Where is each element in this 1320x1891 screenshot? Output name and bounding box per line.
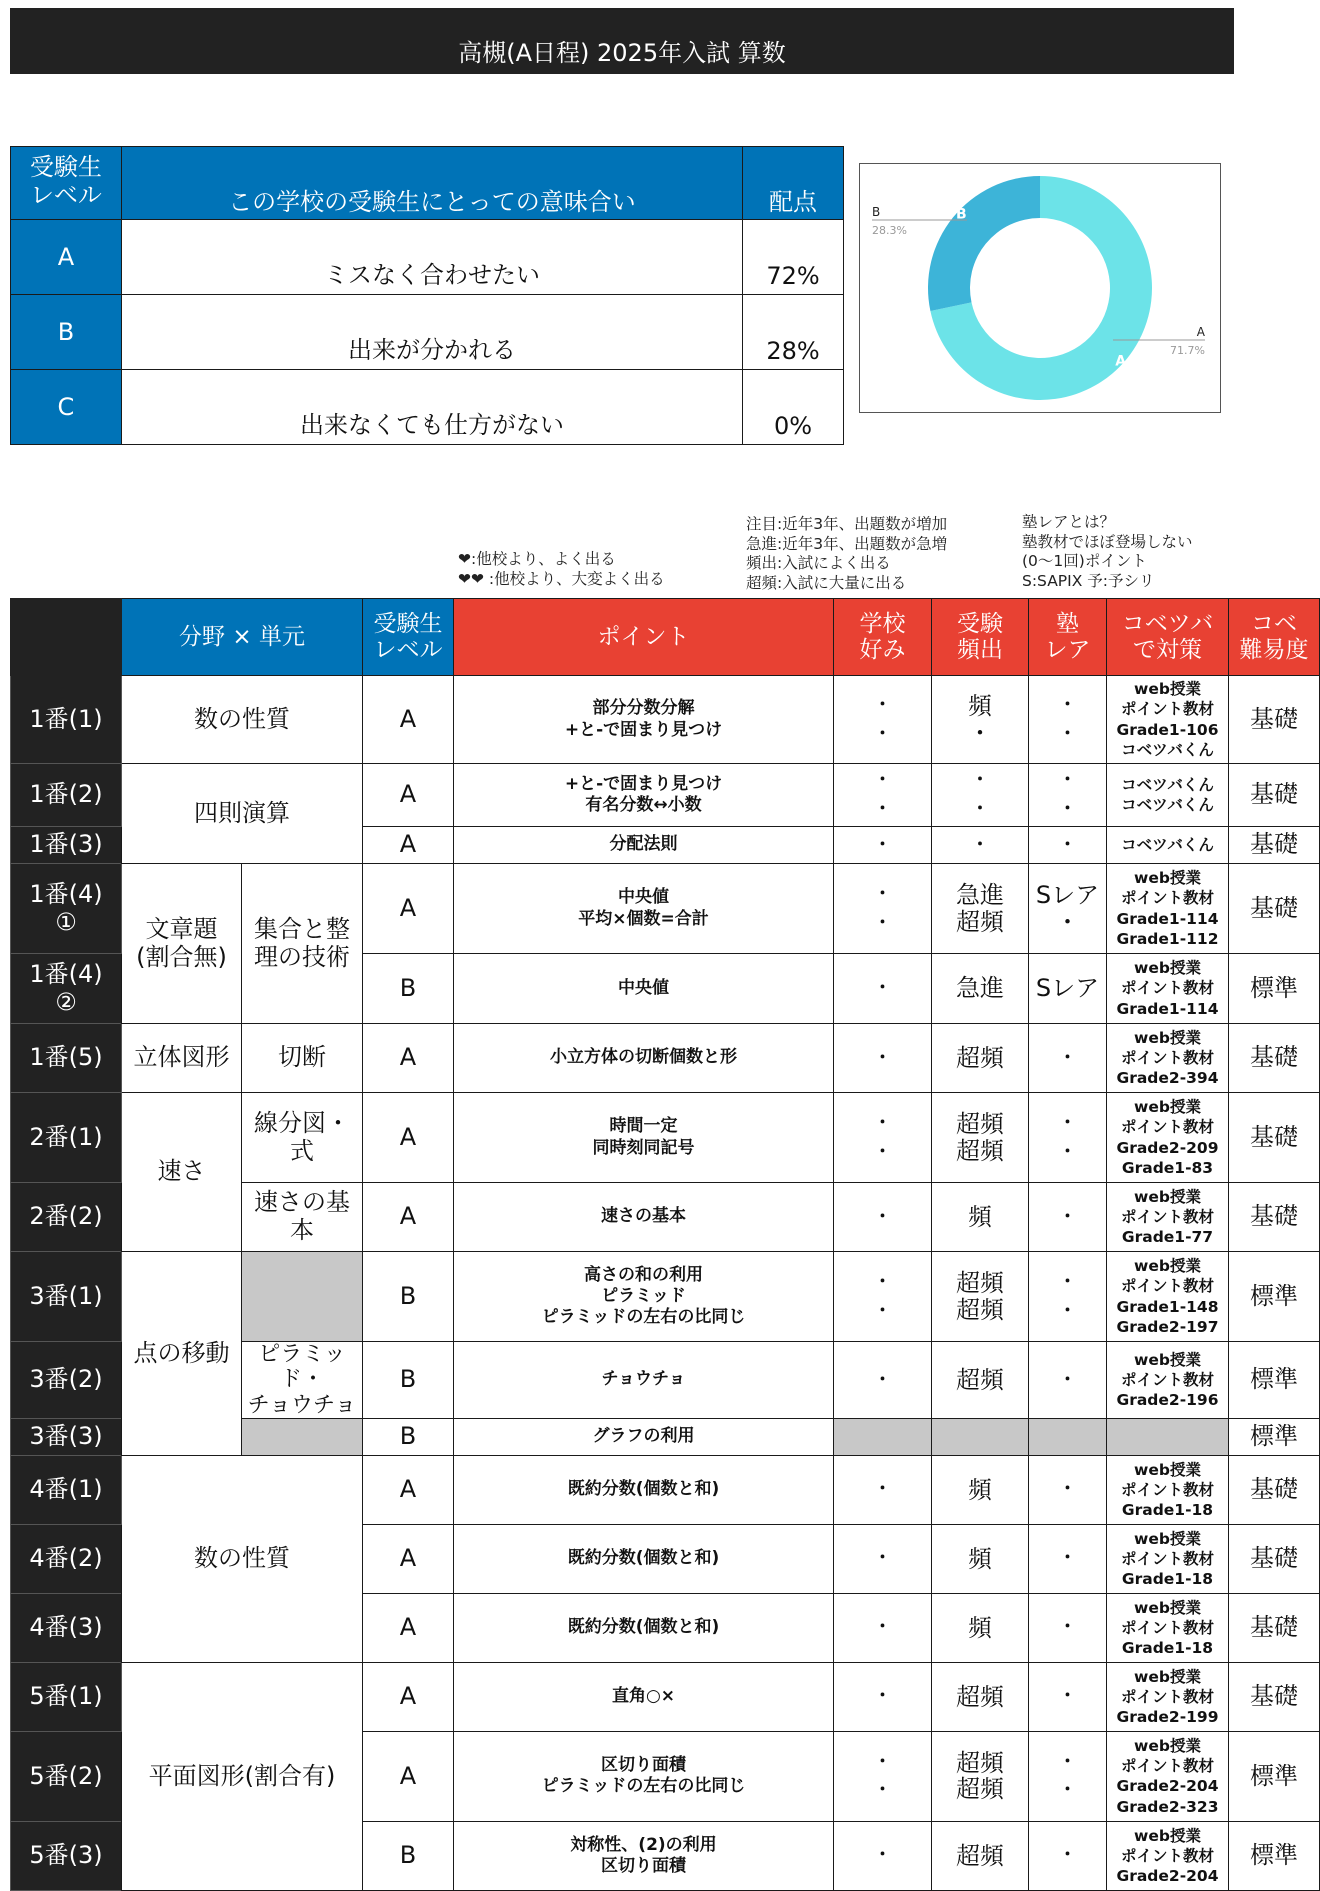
point-cell: 中央値 (454, 954, 834, 1024)
question-number: 4番(1) (11, 1455, 122, 1524)
difficulty-cell: 標準 (1229, 1731, 1320, 1821)
header-frequency: 受験 頻出 (932, 599, 1029, 676)
level-cell: A (363, 864, 454, 954)
question-number: 3番(1) (11, 1252, 122, 1342)
level-cell: A (363, 676, 454, 764)
point-cell: 小立方体の切断個数と形 (454, 1024, 834, 1093)
point-cell: 時間一定 同時刻同記号 (454, 1093, 834, 1183)
unit-cell-empty (242, 1418, 363, 1455)
table-row (11, 1662, 1320, 1731)
point-cell: 部分分数分解 +と-で固まり見つけ (454, 676, 834, 764)
frequency-cell: 超頻 (932, 1662, 1029, 1731)
outer-value-a: 71.7% (1170, 344, 1205, 357)
frequency-cell: 超頻 (932, 1342, 1029, 1419)
difficulty-cell: 基礎 (1229, 1524, 1320, 1593)
legend-line: (0～1回)ポイント (1022, 552, 1147, 570)
table-row (11, 1093, 1320, 1183)
header-field: 分野 × 単元 (122, 599, 363, 676)
header-covetsuba: コベツバ で対策 (1107, 599, 1229, 676)
question-number: 3番(3) (11, 1418, 122, 1455)
preference-cell: ・ (834, 1821, 932, 1890)
field-cell: 平面図形(割合有) (122, 1662, 363, 1890)
preference-cell: ・ (834, 1342, 932, 1419)
level-cell: B (363, 954, 454, 1024)
difficulty-cell: 基礎 (1229, 1662, 1320, 1731)
donut-slice-b (928, 176, 1040, 311)
frequency-cell: 頻 (932, 1183, 1029, 1252)
covetsuba-cell: web授業 ポイント教材 Grade2-199 (1107, 1662, 1229, 1731)
covetsuba-cell: web授業 ポイント教材 Grade1-18 (1107, 1524, 1229, 1593)
rare-cell: ・ (1029, 1024, 1107, 1093)
question-number: 5番(1) (11, 1662, 122, 1731)
difficulty-cell: 標準 (1229, 954, 1320, 1024)
covetsuba-cell: web授業 ポイント教材 Grade1-77 (1107, 1183, 1229, 1252)
header-point: ポイント (454, 599, 834, 676)
question-number: 1番(4) ① (11, 864, 122, 954)
donut-svg (860, 164, 1220, 412)
outer-label-b: B (872, 205, 881, 219)
level-score: 72% (743, 220, 844, 295)
question-number: 1番(3) (11, 827, 122, 864)
frequency-cell: 頻 (932, 1593, 1029, 1662)
preference-cell: ・ ・ (834, 764, 932, 827)
legend-line: ❤❤ :他校より、大変よく出る (458, 569, 665, 588)
covetsuba-cell: web授業 ポイント教材 Grade1-148 Grade2-197 (1107, 1252, 1229, 1342)
frequency-cell: 急進 (932, 954, 1029, 1024)
difficulty-cell: 標準 (1229, 1418, 1320, 1455)
frequency-cell: 頻 ・ (932, 676, 1029, 764)
frequency-cell: 頻 (932, 1455, 1029, 1524)
header-level: 受験生 レベル (363, 599, 454, 676)
rare-legend (1022, 513, 1193, 591)
question-table (10, 598, 1320, 1891)
unit-cell: 線分図・ 式 (242, 1093, 363, 1183)
level-cell: A (363, 1593, 454, 1662)
covetsuba-cell: web授業 ポイント教材 Grade1-114 Grade1-112 (1107, 864, 1229, 954)
question-number: 1番(1) (11, 676, 122, 764)
legend-line: S:SAPIX 予:予シリ (1022, 571, 1155, 590)
point-cell: 高さの和の利用 ピラミッド ピラミッドの左右の比同じ (454, 1252, 834, 1342)
preference-cell: ・ (834, 1183, 932, 1252)
field-cell: 四則演算 (122, 764, 363, 864)
rare-cell: ・ (1029, 1524, 1107, 1593)
level-label: A (11, 220, 122, 295)
covetsuba-cell: web授業 ポイント教材 Grade2-196 (1107, 1342, 1229, 1419)
point-cell: 分配法則 (454, 827, 834, 864)
difficulty-cell: 基礎 (1229, 1593, 1320, 1662)
difficulty-cell: 基礎 (1229, 1093, 1320, 1183)
level-score: 28% (743, 295, 844, 370)
table-row (11, 1024, 1320, 1093)
title-bar (10, 8, 1234, 74)
level-cell: A (363, 1024, 454, 1093)
frequency-cell: 超頻 超頻 (932, 1093, 1029, 1183)
header-blank (11, 599, 122, 676)
point-cell: 速さの基本 (454, 1183, 834, 1252)
page-title: 高槻(A日程) 2025年入試 算数 (458, 39, 786, 67)
level-row (11, 220, 844, 295)
point-cell: 既約分数(個数と和) (454, 1524, 834, 1593)
level-meaning: 出来なくても仕方がない (121, 370, 742, 445)
level-cell: A (363, 1731, 454, 1821)
rare-cell: ・ ・ (1029, 676, 1107, 764)
frequency-cell: ・ ・ (932, 764, 1029, 827)
level-cell: A (363, 1093, 454, 1183)
preference-cell: ・ ・ (834, 1093, 932, 1183)
unit-cell: 速さの基 本 (242, 1183, 363, 1252)
question-number: 1番(5) (11, 1024, 122, 1093)
legend-line: 頻出:入試によく出る (746, 554, 891, 572)
rare-cell: Sレア (1029, 954, 1107, 1024)
level-label: C (11, 370, 122, 445)
level-cell: B (363, 1342, 454, 1419)
point-cell: 既約分数(個数と和) (454, 1593, 834, 1662)
rare-cell-empty (1029, 1418, 1107, 1455)
difficulty-cell: 標準 (1229, 1821, 1320, 1890)
frequency-cell: 急進 超頻 (932, 864, 1029, 954)
field-cell: 点の移動 (122, 1252, 242, 1456)
rare-cell: ・ (1029, 1662, 1107, 1731)
slice-label-a: A (1115, 353, 1127, 370)
rare-cell: Sレア ・ (1029, 864, 1107, 954)
preference-cell: ・ (834, 1024, 932, 1093)
legend-line: 塾レアとは？ (1022, 513, 1116, 531)
question-number: 5番(2) (11, 1731, 122, 1821)
rare-cell: ・ (1029, 1593, 1107, 1662)
unit-cell: 集合と整 理の技術 (242, 864, 363, 1024)
frequency-cell: 超頻 超頻 (932, 1731, 1029, 1821)
difficulty-cell: 標準 (1229, 1252, 1320, 1342)
table-row (11, 1455, 1320, 1524)
level-meaning: ミスなく合わせたい (121, 220, 742, 295)
rare-cell: ・ (1029, 827, 1107, 864)
rare-cell: ・ (1029, 1342, 1107, 1419)
level-row (11, 370, 844, 445)
rare-cell: ・ ・ (1029, 1252, 1107, 1342)
covetsuba-cell-empty (1107, 1418, 1229, 1455)
frequency-cell: ・ (932, 827, 1029, 864)
unit-cell: ピラミッド・ チョウチョ (242, 1342, 363, 1419)
legend-line: 塾教材でほぼ登場しない (1022, 532, 1193, 551)
score-donut-chart (859, 163, 1221, 413)
point-cell: 既約分数(個数と和) (454, 1455, 834, 1524)
point-cell: グラフの利用 (454, 1418, 834, 1455)
question-number: 4番(2) (11, 1524, 122, 1593)
difficulty-cell: 基礎 (1229, 676, 1320, 764)
header-preference: 学校 好み (834, 599, 932, 676)
unit-cell: 切断 (242, 1024, 363, 1093)
covetsuba-cell: コベツバくん コベツバくん (1107, 764, 1229, 827)
level-cell: A (363, 1455, 454, 1524)
table-row (11, 764, 1320, 827)
frequency-cell-empty (932, 1418, 1029, 1455)
rare-cell: ・ (1029, 1455, 1107, 1524)
level-cell: A (363, 1662, 454, 1731)
preference-cell: ・ (834, 1593, 932, 1662)
header-rare: 塾 レア (1029, 599, 1107, 676)
frequency-legend (746, 515, 947, 593)
preference-cell: ・ (834, 1662, 932, 1731)
field-cell: 速さ (122, 1093, 242, 1252)
level-cell: B (363, 1821, 454, 1890)
level-cell: A (363, 764, 454, 827)
level-cell: B (363, 1252, 454, 1342)
level-score: 0% (743, 370, 844, 445)
difficulty-cell: 基礎 (1229, 1455, 1320, 1524)
level-header: 受験生 レベル (11, 147, 122, 220)
level-meaning: 出来が分かれる (121, 295, 742, 370)
level-row (11, 295, 844, 370)
point-cell: 中央値 平均×個数=合計 (454, 864, 834, 954)
rare-cell: ・ ・ (1029, 1731, 1107, 1821)
field-cell: 数の性質 (122, 1455, 363, 1662)
level-cell: A (363, 1524, 454, 1593)
unit-cell-empty (242, 1252, 363, 1342)
frequency-cell: 頻 (932, 1524, 1029, 1593)
level-cell: A (363, 827, 454, 864)
covetsuba-cell: web授業 ポイント教材 Grade1-18 (1107, 1455, 1229, 1524)
point-cell: 直角○× (454, 1662, 834, 1731)
preference-cell: ・ ・ (834, 676, 932, 764)
legend-line: 急進:近年3年、出題数が急増 (746, 534, 948, 553)
legend-line: 超頻:入試に大量に出る (746, 573, 907, 592)
level-table (10, 146, 844, 445)
question-number: 5番(3) (11, 1821, 122, 1890)
legend-line: 注目:近年3年、出題数が増加 (746, 515, 948, 533)
point-cell: +と-で固まり見つけ 有名分数↔小数 (454, 764, 834, 827)
covetsuba-cell: コベツバくん (1107, 827, 1229, 864)
preference-cell: ・ (834, 954, 932, 1024)
heart-legend (458, 550, 665, 589)
header-difficulty: コベ 難易度 (1229, 599, 1320, 676)
preference-cell: ・ (834, 1455, 932, 1524)
level-cell: B (363, 1418, 454, 1455)
meaning-header: この学校の受験生にとっての意味合い (121, 147, 742, 220)
preference-cell: ・ (834, 827, 932, 864)
field-cell: 文章題 (割合無) (122, 864, 242, 1024)
question-number: 4番(3) (11, 1593, 122, 1662)
outer-value-b: 28.3% (872, 224, 907, 237)
table-row (11, 864, 1320, 954)
covetsuba-cell: web授業 ポイント教材 Grade1-106 コベツバくん (1107, 676, 1229, 764)
question-number: 1番(2) (11, 764, 122, 827)
preference-cell: ・ ・ (834, 864, 932, 954)
preference-cell: ・ ・ (834, 1731, 932, 1821)
preference-cell: ・ (834, 1524, 932, 1593)
table-row (11, 1252, 1320, 1342)
score-header: 配点 (743, 147, 844, 220)
rare-cell: ・ (1029, 1183, 1107, 1252)
table-header-row (11, 599, 1320, 676)
frequency-cell: 超頻 超頻 (932, 1252, 1029, 1342)
covetsuba-cell: web授業 ポイント教材 Grade2-394 (1107, 1024, 1229, 1093)
covetsuba-cell: web授業 ポイント教材 Grade2-204 Grade2-323 (1107, 1731, 1229, 1821)
level-label: B (11, 295, 122, 370)
difficulty-cell: 基礎 (1229, 1024, 1320, 1093)
field-cell: 立体図形 (122, 1024, 242, 1093)
level-cell: A (363, 1183, 454, 1252)
question-number: 2番(2) (11, 1183, 122, 1252)
legend-line: ❤:他校より、よく出る (458, 550, 616, 568)
point-cell: チョウチョ (454, 1342, 834, 1419)
question-number: 2番(1) (11, 1093, 122, 1183)
covetsuba-cell: web授業 ポイント教材 Grade1-114 (1107, 954, 1229, 1024)
preference-cell-empty (834, 1418, 932, 1455)
question-number: 3番(2) (11, 1342, 122, 1419)
point-cell: 区切り面積 ピラミッドの左右の比同じ (454, 1731, 834, 1821)
rare-cell: ・ ・ (1029, 764, 1107, 827)
outer-label-a: A (1196, 325, 1205, 339)
difficulty-cell: 基礎 (1229, 864, 1320, 954)
covetsuba-cell: web授業 ポイント教材 Grade2-209 Grade1-83 (1107, 1093, 1229, 1183)
table-row (11, 676, 1320, 764)
difficulty-cell: 基礎 (1229, 827, 1320, 864)
frequency-cell: 超頻 (932, 1024, 1029, 1093)
rare-cell: ・ (1029, 1821, 1107, 1890)
covetsuba-cell: web授業 ポイント教材 Grade1-18 (1107, 1593, 1229, 1662)
covetsuba-cell: web授業 ポイント教材 Grade2-204 (1107, 1821, 1229, 1890)
slice-label-b: B (956, 206, 967, 223)
rare-cell: ・ ・ (1029, 1093, 1107, 1183)
difficulty-cell: 基礎 (1229, 1183, 1320, 1252)
preference-cell: ・ ・ (834, 1252, 932, 1342)
difficulty-cell: 基礎 (1229, 764, 1320, 827)
frequency-cell: 超頻 (932, 1821, 1029, 1890)
difficulty-cell: 標準 (1229, 1342, 1320, 1419)
point-cell: 対称性、(2)の利用 区切り面積 (454, 1821, 834, 1890)
question-number: 1番(4) ② (11, 954, 122, 1024)
field-cell: 数の性質 (122, 676, 363, 764)
